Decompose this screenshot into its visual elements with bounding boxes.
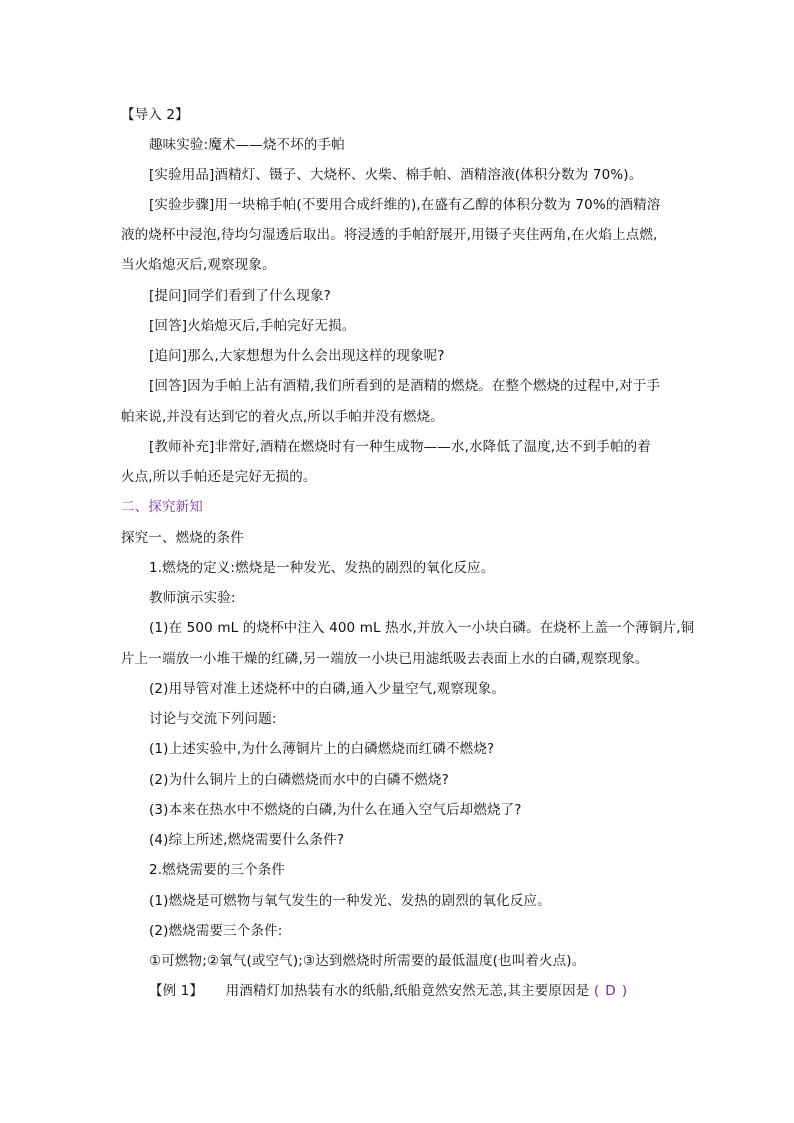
paragraph-line: 2.燃烧需要的三个条件	[149, 862, 286, 878]
paragraph-line: [回答]火焰熄灭后,手帕完好无损。	[149, 318, 356, 334]
paragraph-line: [教师补充]非常好,酒精在燃烧时有一种生成物——水,水降低了温度,达不到手帕的着	[149, 439, 651, 455]
example-question-text: 用酒精灯加热装有水的纸船,纸船竟然安然无恙,其主要原因是	[225, 983, 590, 999]
paragraph-line: 火点,所以手帕还是完好无损的。	[121, 469, 317, 485]
paragraph-line: ①可燃物;②氧气(或空气);③达到燃烧时所需要的最低温度(也叫着火点)。	[149, 953, 586, 969]
paragraph-line: 讨论与交流下列问题:	[149, 711, 277, 727]
paragraph-line: (3)本来在热水中不燃烧的白磷,为什么在通入空气后却燃烧了?	[149, 802, 522, 818]
section-heading-explore: 二、探究新知	[121, 499, 203, 515]
paragraph-line: 帕来说,并没有达到它的着火点,所以手帕并没有燃烧。	[121, 409, 444, 425]
example-question	[149, 982, 627, 1000]
paragraph-line: [实验步骤]用一块棉手帕(不要用合成纤维的),在盛有乙醇的体积分数为 70%的酒精溶	[149, 197, 661, 213]
paragraph-line: [实验用品]酒精灯、镊子、大烧杯、火柴、棉手帕、酒精溶液(体积分数为 70%)。	[149, 167, 643, 183]
paragraph-line: [回答]因为手帕上沾有酒精,我们所看到的是酒精的燃烧。在整个燃烧的过程中,对于手	[149, 378, 661, 394]
paragraph-line: (4)综上所述,燃烧需要什么条件?	[149, 832, 345, 848]
paragraph-line: (2)用导管对准上述烧杯中的白磷,通入少量空气,观察现象。	[149, 681, 506, 697]
paragraph-line: [提问]同学们看到了什么现象?	[149, 288, 331, 304]
paragraph-line: (1)在 500 mL 的烧杯中注入 400 mL 热水,并放入一小块白磷。在烧杯上盖一个薄铜片,铜	[149, 620, 695, 636]
example-answer: D	[605, 983, 616, 999]
paragraph-line: 片上一端放一小堆干燥的红磷,另一端放一小块已用滤纸吸去表面上水的白磷,观察现象。	[121, 651, 649, 667]
answer-close-paren: )	[621, 983, 628, 999]
paragraph-line: (2)燃烧需要三个条件:	[149, 923, 283, 939]
paragraph-line: 教师演示实验:	[149, 590, 236, 606]
subsection-heading: 探究一、燃烧的条件	[121, 530, 244, 546]
paragraph-line: (2)为什么铜片上的白磷燃烧而水中的白磷不燃烧?	[149, 772, 449, 788]
answer-open-paren: (	[593, 983, 600, 999]
example-label: 【例 1】	[149, 983, 204, 999]
paragraph-line: 当火焰熄灭后,观察现象。	[121, 257, 276, 273]
paragraph-line: 趣味实验:魔术——烧不坏的手帕	[149, 137, 345, 153]
paragraph-line: (1)燃烧是可燃物与氧气发生的一种发光、发热的剧烈的氧化反应。	[149, 893, 551, 909]
section-heading-intro-2: 【导入 2】	[121, 107, 189, 123]
paragraph-line: (1)上述实验中,为什么薄铜片上的白磷燃烧而红磷不燃烧?	[149, 741, 495, 757]
paragraph-line: 1.燃烧的定义:燃烧是一种发光、发热的剧烈的氧化反应。	[149, 560, 495, 576]
paragraph-line: 液的烧杯中浸泡,待均匀湿透后取出。将浸透的手帕舒展开,用镊子夹住两角,在火焰上点燃,	[121, 227, 658, 243]
paragraph-line: [追问]那么,大家想想为什么会出现这样的现象呢?	[149, 348, 445, 364]
